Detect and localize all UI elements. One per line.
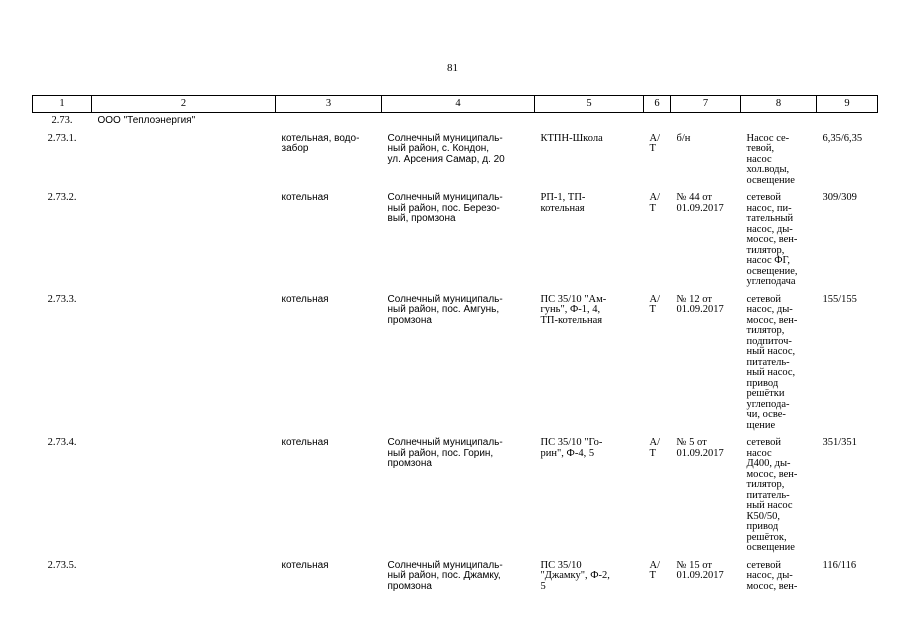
object-type: котельная [281, 192, 329, 203]
object-address: Солнечный муниципаль- ный район, пос. Амгунь, промзона [387, 293, 503, 326]
power-source: ПС 35/10 "Го- рин", Ф-4, 5 [540, 437, 603, 459]
equipment: Насос се- тевой, насос хол.воды, освещение [746, 132, 795, 186]
power: 6,35/6,35 [822, 132, 863, 144]
document: б/н [676, 132, 691, 144]
object-type: котельная [281, 437, 329, 448]
column-header-4: 4 [382, 96, 535, 113]
table-row [33, 190, 878, 292]
kind: А/ Т [649, 293, 660, 315]
row-empty-cell [92, 292, 276, 436]
power: 155/155 [822, 293, 857, 305]
column-header-6: 6 [644, 96, 671, 113]
column-header-8: 8 [741, 96, 817, 113]
power-source: РП-1, ТП- котельная [540, 192, 586, 214]
object-address: Солнечный муниципаль- ный район, пос. Горин, промзона [387, 437, 503, 469]
row-number: 2.73.3. [47, 293, 77, 305]
object-address: Солнечный муниципаль- ный район, пос. Березо- вый, промзона [387, 192, 503, 224]
kind: А/ Т [649, 192, 660, 214]
power: 351/351 [822, 437, 857, 448]
column-header-2: 2 [92, 96, 276, 113]
kind: А/ Т [649, 437, 660, 459]
column-header-3: 3 [276, 96, 382, 113]
row-number: 2.73.1. [47, 132, 77, 144]
object-address: Солнечный муниципаль- ный район, пос. Джамку, промзона [387, 559, 503, 592]
document: № 5 от 01.09.2017 [676, 437, 724, 459]
document: № 12 от 01.09.2017 [676, 293, 724, 315]
object-type: котельная [281, 293, 329, 305]
power: 116/116 [822, 559, 857, 571]
object-type: котельная [281, 559, 329, 571]
power: 309/309 [822, 192, 857, 203]
equipment: сетевой насос Д400, ды- мосос, вен- тилятор, питатель- ный насос К50/50, привод решёток, освещение [746, 437, 798, 553]
table-row [33, 131, 878, 191]
organization-number: 2.73. [51, 115, 73, 126]
document: № 15 от 01.09.2017 [676, 559, 724, 581]
row-empty-cell [92, 131, 276, 191]
row-number: 2.73.2. [47, 192, 77, 203]
registry-table [32, 95, 878, 596]
column-header-9: 9 [817, 96, 878, 113]
equipment: сетевой насос, ды- мосос, вен- [746, 559, 798, 592]
object-type: котельная, водо- забор [281, 132, 360, 154]
row-empty-cell [92, 558, 276, 597]
row-empty-cell [92, 435, 276, 558]
power-source: ПС 35/10 "Ам- гунь", Ф-1, 4, ТП-котельная [540, 293, 607, 326]
row-number: 2.73.4. [47, 437, 77, 448]
row-empty-cell [92, 190, 276, 292]
equipment: сетевой насос, ды- мосос, вен- тилятор, подпиточ- ный насос, питатель- ный насос, привод решётки углепода- чи, осве- щение [746, 293, 798, 431]
power-source: ПС 35/10 "Джамку", Ф-2, 5 [540, 559, 610, 592]
document: № 44 от 01.09.2017 [676, 192, 724, 214]
row-number: 2.73.5. [47, 559, 77, 571]
organization-name: ООО "Теплоэнергия" [97, 115, 196, 126]
table-row [33, 558, 878, 597]
equipment: сетевой насос, пи- тательный насос, ды- мосос, вен- тилятор, насос ФГ, освещение, углеподача [746, 192, 798, 287]
power-source: КТПН-Школа [540, 132, 603, 144]
kind: А/ Т [649, 559, 660, 581]
column-header-1: 1 [33, 96, 92, 113]
table-row [33, 435, 878, 558]
page-number: 81 [447, 62, 458, 74]
table-row [33, 292, 878, 436]
column-number-row [33, 96, 878, 113]
organization-row [33, 113, 878, 131]
column-header-5: 5 [535, 96, 644, 113]
column-header-7: 7 [671, 96, 741, 113]
object-address: Солнечный муниципаль- ный район, с. Кондон, ул. Арсения Самар, д. 20 [387, 132, 505, 165]
kind: А/ Т [649, 132, 660, 154]
